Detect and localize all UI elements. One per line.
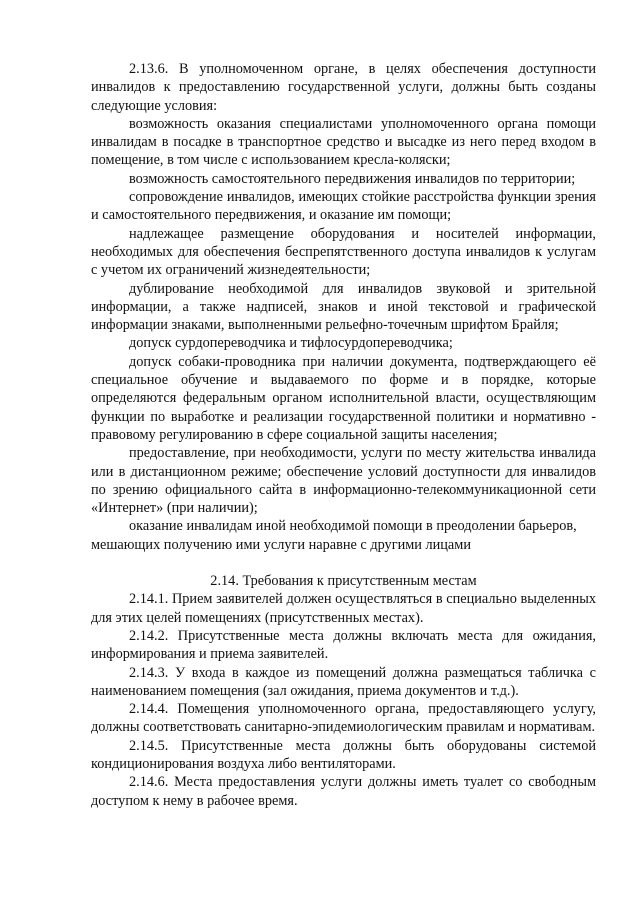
- condition-item: сопровождение инвалидов, имеющих стойкие расстройства функции зрения и самостоятельного передвижения, и оказание им помощи;: [91, 189, 596, 224]
- condition-item: дублирование необходимой для инвалидов звуковой и зрительной информации, а также надписей, знаков и иной текстовой и графической информации знаками, выполненными рельефно-точечным шрифтом Брайля;: [91, 280, 596, 334]
- condition-item: предоставление, при необходимости, услуги по месту жительства инвалида или в дистанционном режиме; обеспечение условий доступности для инвалидов по зрению официального сайта в информационно-телекоммуникационной сети «Интернет» (при наличии);: [91, 445, 596, 517]
- condition-item: допуск собаки-проводника при наличии документа, подтверждающего её специальное обучение и выдаваемого по форме и в порядке, которые определяются федеральным органом исполнительной власти, осуществляющим функции по выработке и реализации государственной политики и нормативно - правовому регулированию в сфере социальной защиты населения;: [91, 353, 596, 443]
- condition-item: возможность оказания специалистами уполномоченного органа помощи инвалидам в посадке в транспортное средство и высадке из него перед входом в помещение, в том числе с использованием кресла-коляски;: [91, 115, 596, 169]
- condition-item: допуск сурдопереводчика и тифлосурдопереводчика;: [129, 335, 453, 352]
- paragraph-2-14-2: 2.14.2. Присутственные места должны включать места для ожидания, информирования и приема заявителей.: [91, 627, 596, 663]
- document-page: [91, 60, 596, 810]
- condition-item: надлежащее размещение оборудования и носителей информации, необходимых для обеспечения беспрепятственного доступа инвалидов к услугам с учетом их ограничений жизнедеятельности;: [91, 225, 596, 279]
- paragraph-2-14-4: 2.14.4. Помещения уполномоченного органа, предоставляющего услугу, должны соответствовать санитарно-эпидемиологическим правилам и нормативам.: [91, 701, 596, 736]
- paragraph-2-13-6-intro: 2.13.6. В уполномоченном органе, в целях обеспечения доступности инвалидов к предоставлению государственной услуги, должны быть созданы следующие условия:: [91, 61, 596, 114]
- paragraph-2-14-6: 2.14.6. Места предоставления услуги должны иметь туалет со свободным доступом к нему в рабочее время.: [91, 774, 596, 809]
- condition-item: оказание инвалидам иной необходимой помощи в преодолении барьеров, мешающих получению ими услуги наравне с другими лицами: [91, 518, 577, 553]
- paragraph-2-14-1: 2.14.1. Прием заявителей должен осуществляться в специально выделенных для этих целей помещениях (присутственных местах).: [91, 591, 596, 626]
- paragraph-2-14-3: 2.14.3. У входа в каждое из помещений должна размещаться табличка с наименованием помещения (зал ожидания, приема документов и т.д.).: [91, 664, 596, 699]
- paragraph-2-14-5: 2.14.5. Присутственные места должны быть оборудованы системой кондиционирования воздуха либо вентиляторами.: [91, 737, 596, 772]
- section-spacer: [91, 554, 596, 572]
- section-heading-2-14: 2.14. Требования к присутственным местам: [210, 573, 477, 590]
- condition-item: возможность самостоятельного передвижения инвалидов по территории;: [129, 170, 576, 187]
